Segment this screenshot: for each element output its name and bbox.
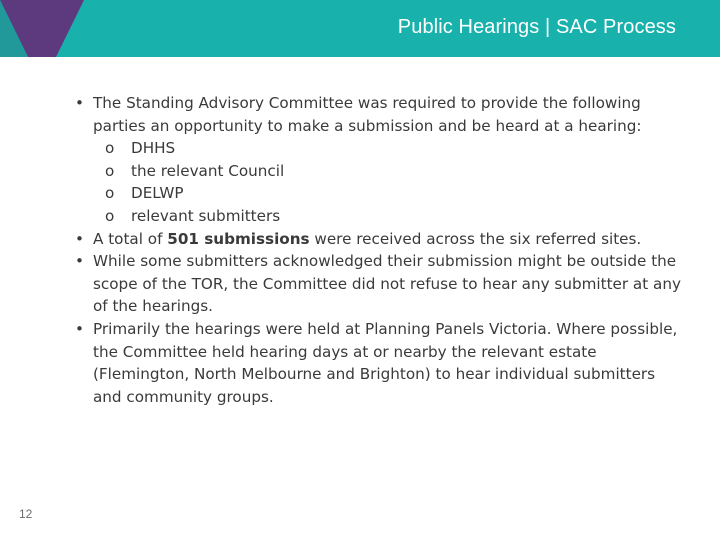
bullet-text-start: A total of: [93, 229, 168, 248]
bullet-body: [93, 92, 686, 228]
sub-bullet-text: DHHS: [131, 139, 176, 158]
sub-bullet-item: [105, 160, 686, 183]
sub-bullet-marker: o: [105, 206, 115, 225]
header-bar: [0, 0, 720, 57]
corner-decoration-shape: [0, 0, 84, 57]
bullet-item: [66, 250, 686, 318]
bullet-text: The Standing Advisory Committee was required to provide the following parties an opportunity to make a submission and be heard at a hearing:: [93, 94, 642, 135]
sub-bullet-text: the relevant Council: [131, 161, 285, 180]
sub-bullet-list: [76, 137, 686, 227]
bullet-item: [66, 318, 686, 408]
bullet-list: [66, 92, 686, 408]
sub-bullet-item: [105, 137, 686, 160]
bullet-item: [66, 228, 686, 251]
bullet-marker: •: [75, 319, 84, 338]
bullet-text: While some submitters acknowledged their submission might be outside the scope of the TOR, the Committee did not refuse to hear any submitter at any of the hearings.: [93, 252, 681, 316]
sub-bullet-item: [105, 205, 686, 228]
sub-bullet-text: DELWP: [131, 184, 184, 203]
sub-bullet-text: relevant submitters: [131, 206, 281, 225]
bullet-marker: •: [75, 252, 84, 271]
sub-bullet-item: [105, 182, 686, 205]
submission-count: 501 submissions: [167, 229, 310, 248]
bullet-text-end: were received across the six referred sites.: [309, 229, 642, 248]
bullet-marker: •: [75, 229, 84, 248]
bullet-text: [93, 228, 686, 251]
bullet-item: [66, 92, 686, 228]
sub-bullet-marker: o: [105, 184, 115, 203]
page-number: 12: [19, 507, 33, 521]
slide-title: Public Hearings | SAC Process: [397, 16, 676, 38]
sub-bullet-marker: o: [105, 139, 115, 158]
bullet-text: Primarily the hearings were held at Planning Panels Victoria. Where possible, the Committee held hearing days at or nearby the relevant estate (Flemington, North Melbourne and Brighton) to hear individual submitters and community groups.: [93, 319, 678, 406]
bullet-marker: •: [75, 94, 84, 112]
sub-bullet-marker: o: [105, 161, 115, 180]
